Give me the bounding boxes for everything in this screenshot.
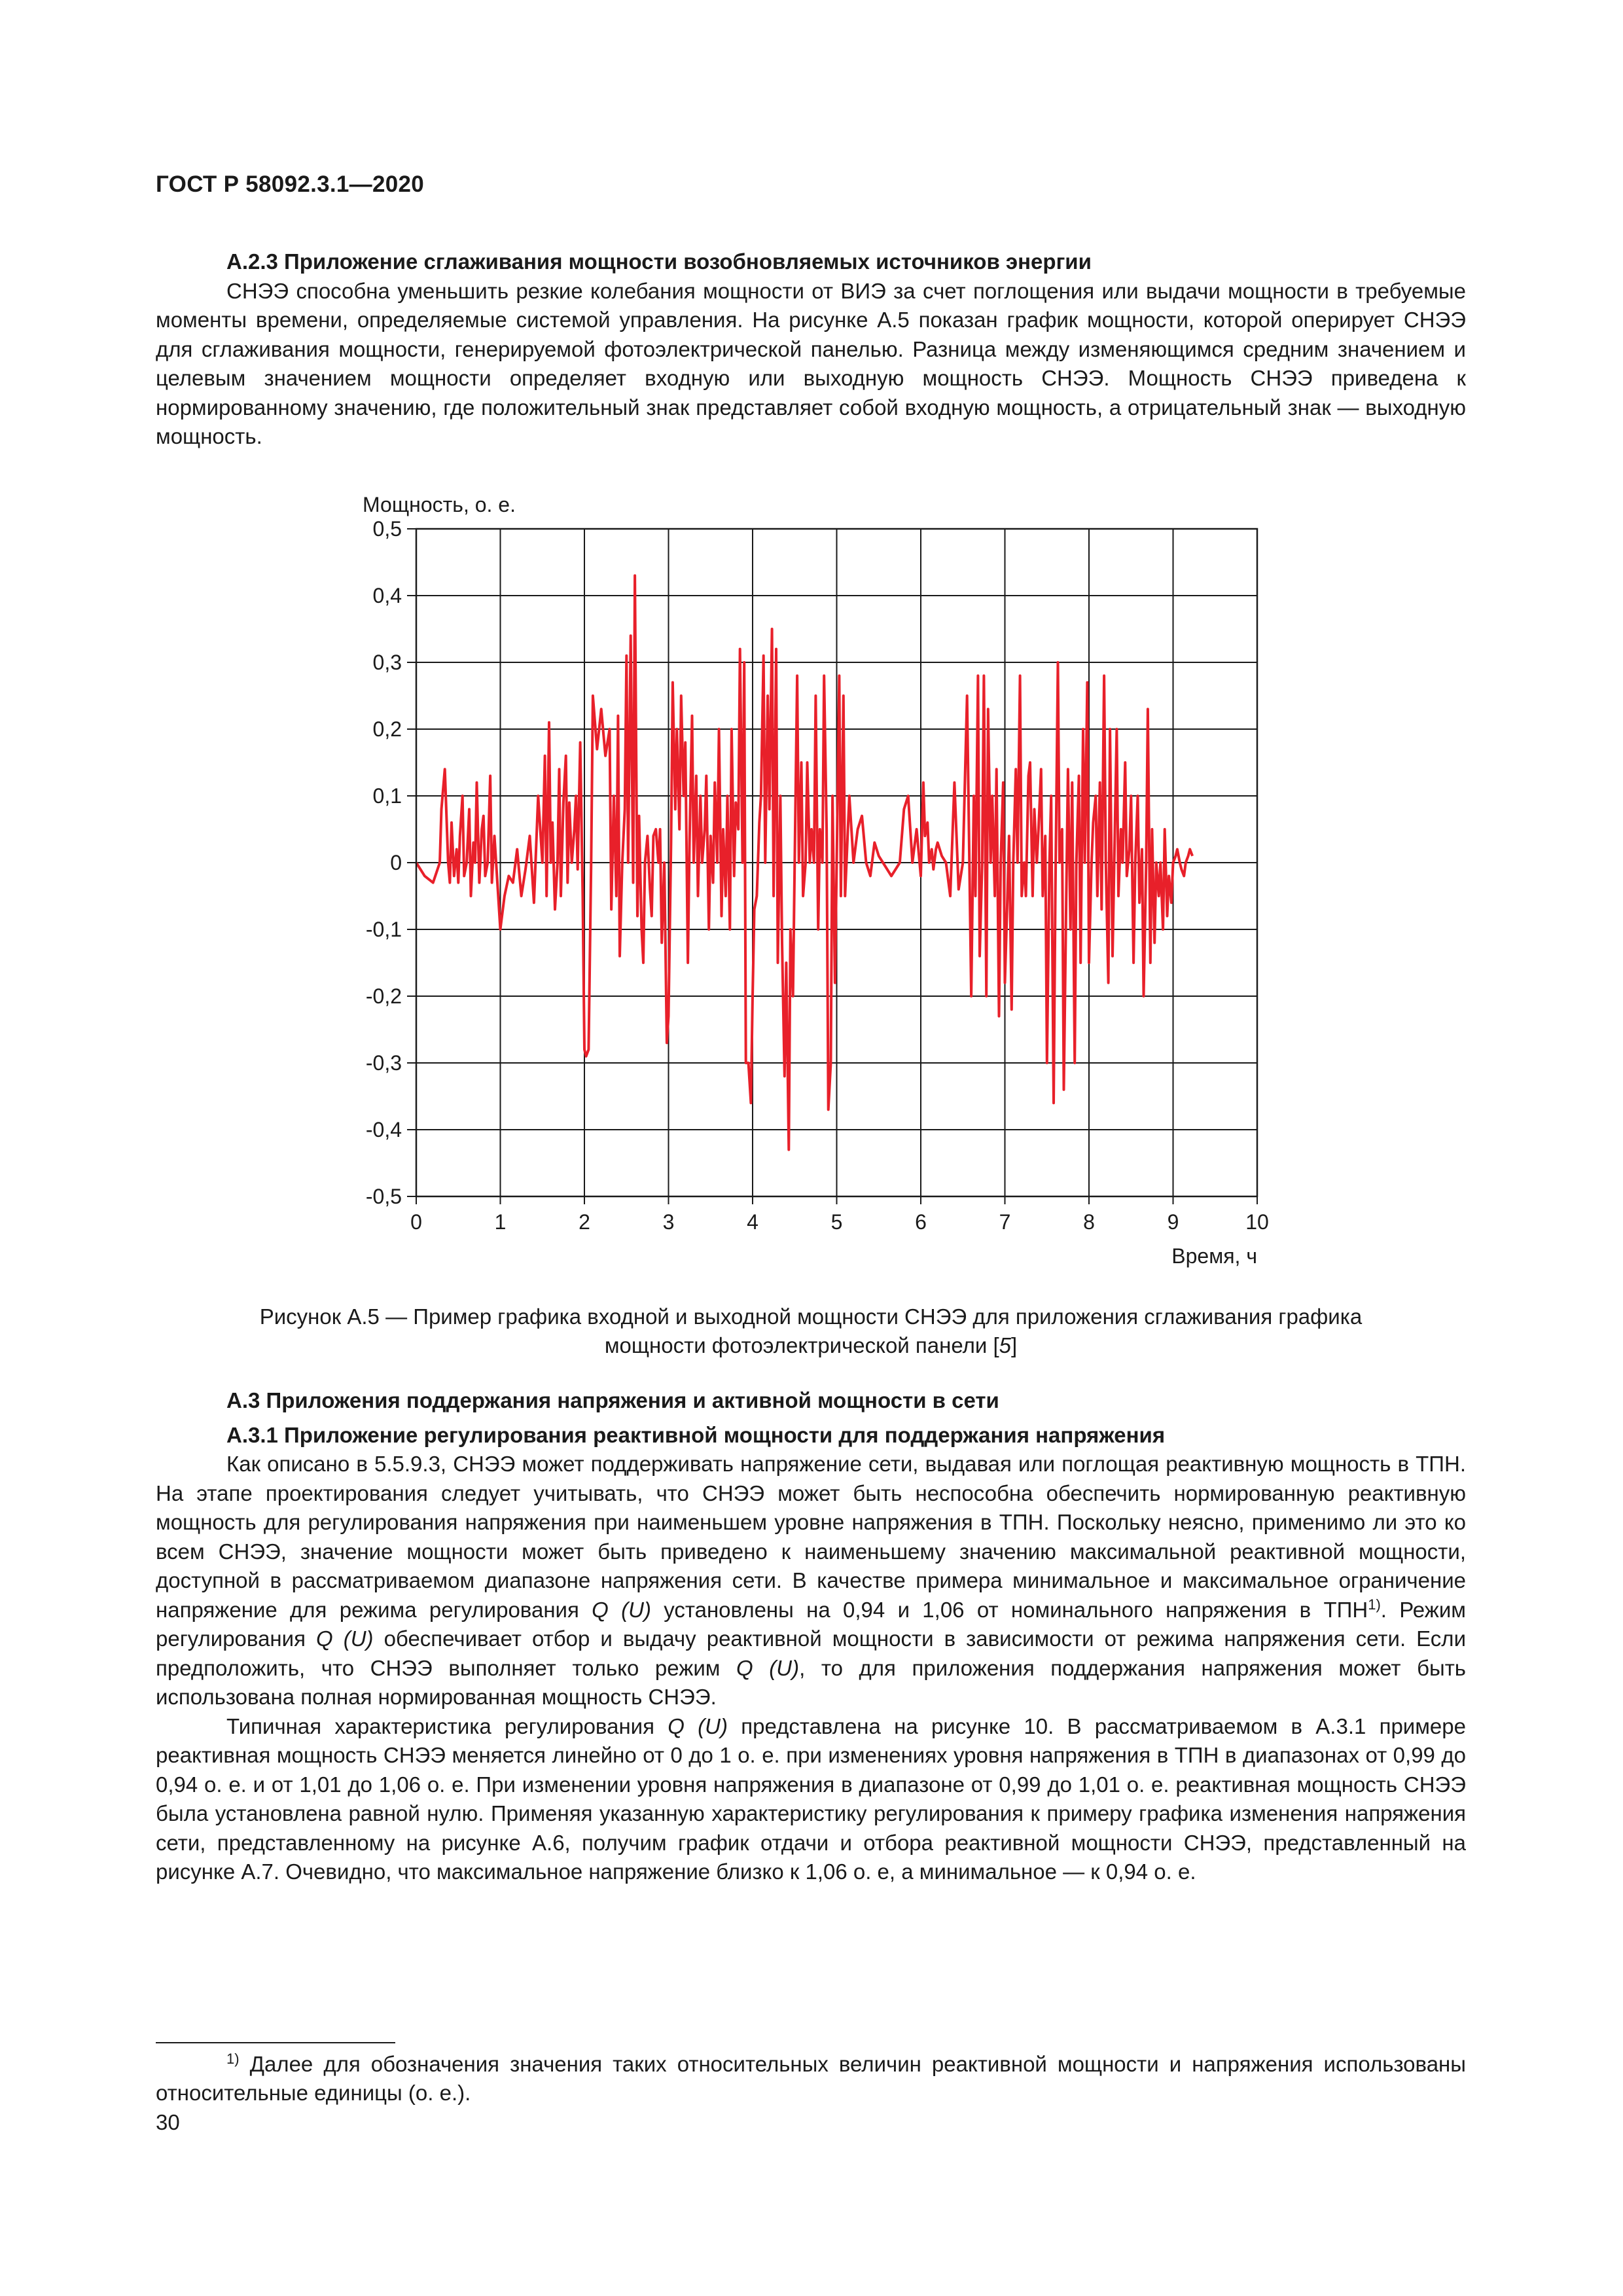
x-tick-label: 3 xyxy=(662,1210,675,1234)
p1-text-a: Как описано в 5.5.9.3, СНЭЭ может поддерживать напряжение сети, выдавая или поглощая реактивную мощность в ТПН. На этапе проектирования следует учитывать, что СНЭЭ может быть неспособна обеспечить нормированную реактивную мощность для регулирования напряжения при наименьшем уровне напряжения в ТПН. Поскольку неясно, применимо ли это ко всем СНЭЭ, значение мощности может быть приведено к наименьшему значению максимальной реактивной мощности, доступной в рассматриваемом диапазоне напряжения сети. В качестве примера минимальное и максимальное ограничение напряжение для режима регулирования xyxy=(156,1452,1466,1622)
page-number: 30 xyxy=(156,2110,180,2134)
x-tick-label: 2 xyxy=(579,1210,590,1234)
p2-qu: Q (U) xyxy=(668,1713,728,1738)
p1-text-b: установлены на 0,94 и 1,06 от номинального напряжения в ТПН xyxy=(651,1597,1368,1622)
section-a3-heading: А.3 Приложения поддержания напряжения и активной мощности в сети xyxy=(226,1388,999,1412)
document-code: ГОСТ Р 58092.3.1—2020 xyxy=(156,171,425,197)
y-tick-label: 0,5 xyxy=(372,517,402,541)
y-tick-label: -0,3 xyxy=(365,1051,402,1075)
p1-qu-b: Q (U) xyxy=(316,1626,374,1651)
p1-qu-a: Q (U) xyxy=(592,1597,651,1622)
y-axis-label: Мощность, о. е. xyxy=(363,493,516,516)
x-tick-label: 4 xyxy=(747,1210,758,1234)
y-tick-label: -0,5 xyxy=(365,1185,402,1208)
footnote-text xyxy=(156,2050,1466,2108)
p1-qu-c: Q (U) xyxy=(736,1655,800,1680)
section-a3 xyxy=(156,1386,1466,1887)
y-tick-label: 0,2 xyxy=(372,717,402,741)
caption-line2-end: ] xyxy=(1011,1333,1018,1357)
y-tick-label: -0,2 xyxy=(365,984,402,1008)
y-tick-labels xyxy=(366,517,402,1208)
section-a31-heading: А.3.1 Приложение регулирования реактивной мощности для поддержания напряжения xyxy=(226,1422,1166,1447)
figure-caption xyxy=(156,1302,1466,1360)
footnote-body: Далее для обозначения значения таких относительных величин реактивной мощности и напряжения использованы относительные единицы (о. е.). xyxy=(156,2052,1466,2105)
x-tick-label: 1 xyxy=(494,1210,507,1234)
p1-text-e: , то для приложения поддержания напряжения может быть использована полная нормированная мощность СНЭЭ. xyxy=(156,1655,1466,1709)
p2-text-a: Типичная характеристика регулирования xyxy=(226,1713,668,1738)
power-series-line xyxy=(416,575,1192,1149)
section-a31-paragraph1 xyxy=(156,1450,1466,1712)
y-tick-label: 0 xyxy=(390,851,402,874)
y-tick-label: 0,4 xyxy=(372,584,402,607)
caption-line2-start: мощности фотоэлектрической панели [ xyxy=(604,1333,999,1357)
x-tick-label: 8 xyxy=(1083,1210,1095,1234)
y-tick-label: -0,1 xyxy=(365,918,402,941)
figure-caption-line1: Рисунок А.5 — Пример графика входной и выходной мощности СНЭЭ для приложения сглаживания графика xyxy=(259,1304,1363,1329)
p1-text-d: обеспечивает отбор и выдачу реактивной мощности в зависимости от режима напряжения сети. Если предположить, что СНЭЭ выполняет только режим xyxy=(156,1626,1466,1680)
figure-caption-line2 xyxy=(156,1331,1466,1360)
x-tick-label: 9 xyxy=(1167,1210,1179,1234)
x-tick-label: 6 xyxy=(915,1210,927,1234)
footnote-reference[interactable]: 1) xyxy=(1368,1596,1381,1613)
x-tick-label: 5 xyxy=(830,1210,843,1234)
x-tick-label: 7 xyxy=(999,1210,1011,1234)
y-tick-label: 0,1 xyxy=(372,784,402,808)
x-axis-label: Время, ч xyxy=(1171,1244,1257,1268)
y-tick-label: 0,3 xyxy=(372,651,402,674)
x-tick-label: 0 xyxy=(410,1210,422,1234)
p2-text-b: представлена на рисунке 10. В рассматриваемом в А.3.1 примере реактивная мощность СНЭЭ меняется линейно от 0 до 1 о. е. при изменениях уровня напряжения в ТПН в диапазонах от 0,99 до 0,94 о. е. и от 1,01 до 1,06 о. е. При изменении уровня напряжения в диапазоне от 0,99 до 1,01 о. е. реактивная мощность СНЭЭ была установлена равной нулю. Применяя указанную характеристику регулирования к примеру графика изменения напряжения сети, представленному на рисунке А.6, получим график отдачи и отбора реактивной мощности СНЭЭ, представленный на рисунке А.7. Очевидно, что максимальное напряжение близко к 1,06 о. е, а минимальное — к 0,94 о. е. xyxy=(156,1713,1466,1884)
x-tick-labels xyxy=(410,1210,1269,1234)
footnote xyxy=(156,2050,1466,2108)
section-a31-paragraph2 xyxy=(156,1712,1466,1887)
footnote-separator xyxy=(156,2042,395,2043)
section-a23-paragraph: СНЭЭ способна уменьшить резкие колебания мощности от ВИЭ за счет поглощения или выдачи мощности в требуемые моменты времени, определяемые системой управления. На рисунке А.5 показан график мощности, которой оперирует СНЭЭ для сглаживания мощности, генерируемой фотоэлектрической панелью. Разница между изменяющимся средним значением и целевым значением мощности определяет входную или выходную мощность СНЭЭ. Мощность СНЭЭ приведена к нормированному значению, где положительный знак представляет собой входную мощность, а отрицательный знак — выходную мощность. xyxy=(156,278,1466,448)
x-tick-label: 10 xyxy=(1245,1210,1269,1234)
p1-text-c: . Режим регулирования xyxy=(156,1597,1466,1651)
caption-reference: 5 xyxy=(999,1333,1012,1357)
series-group xyxy=(416,575,1192,1149)
y-tick-label: -0,4 xyxy=(365,1118,402,1141)
section-a23-heading: А.2.3 Приложение сглаживания мощности возобновляемых источников энергии xyxy=(226,249,1092,274)
footnote-mark: 1) xyxy=(226,2051,240,2067)
